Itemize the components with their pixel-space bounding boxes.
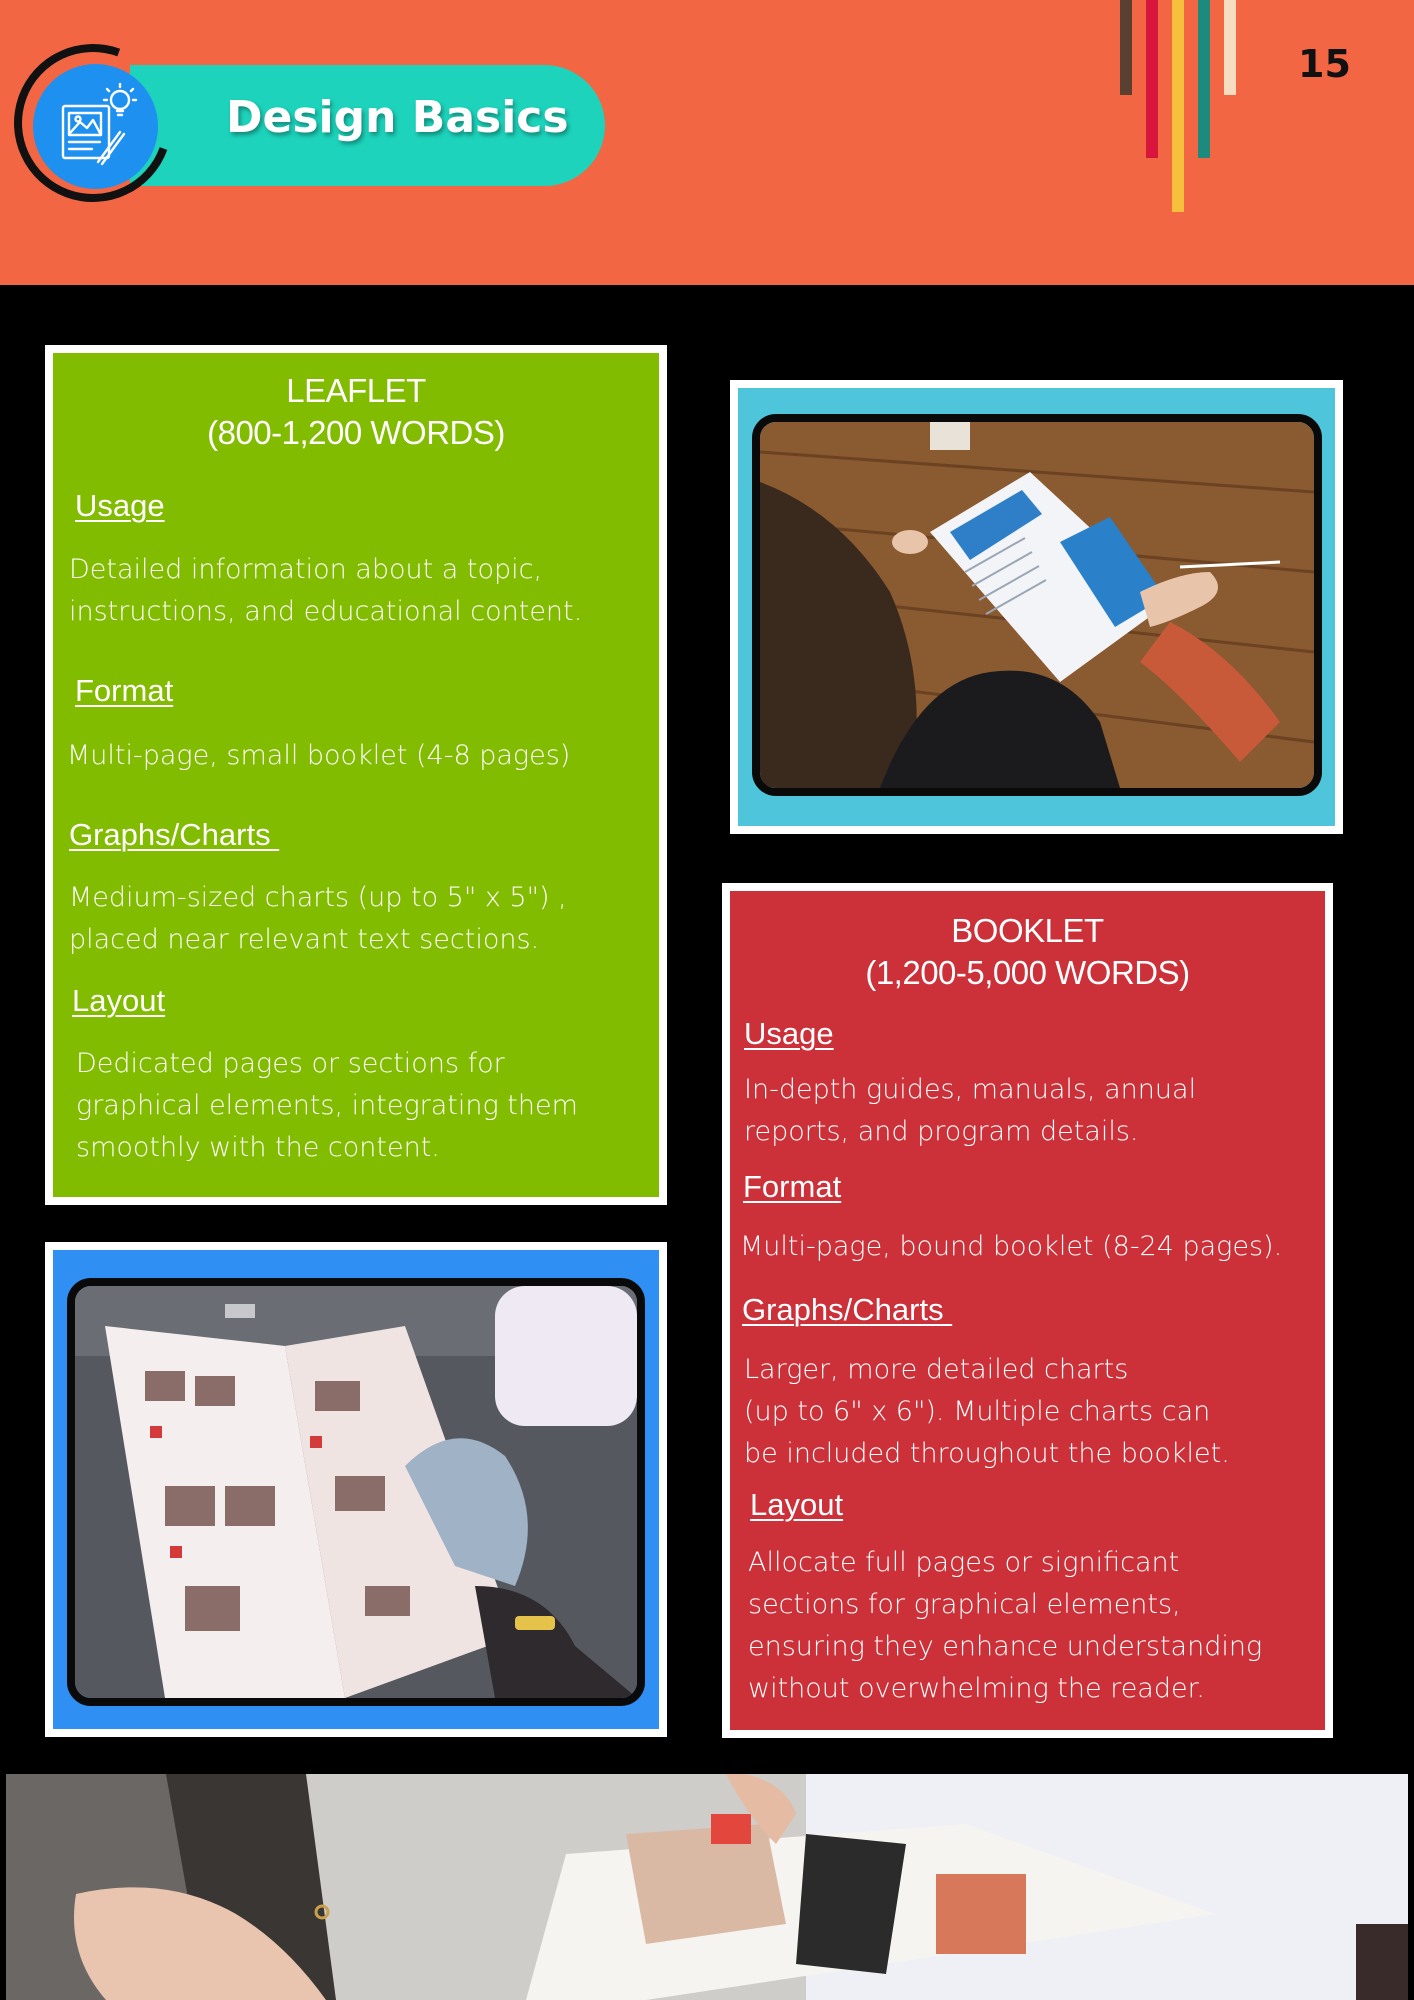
header-banner xyxy=(0,0,1414,285)
leaflet-title xyxy=(53,370,659,454)
booklet-usage-text: In-depth guides, manuals, annual reports, and program details. xyxy=(744,1074,1197,1147)
photo-frame-leaflet-reader xyxy=(730,380,1343,834)
booklet-format-heading: Format xyxy=(743,1169,842,1204)
photo-frame-booklet-reader xyxy=(45,1242,667,1737)
booklet-layout-text: Allocate full pages or significant sections for graphical elements, ensuring they enhance understanding without overwhelming the reader. xyxy=(748,1547,1263,1704)
leaflet-charts-text: Medium-sized charts (up to 5" x 5") , placed near relevant text sections. xyxy=(69,882,567,955)
leaflet-layout-heading: Layout xyxy=(72,983,166,1018)
hands-flipping-magazine-photo xyxy=(6,1774,1408,2000)
decor-stripe xyxy=(1224,0,1236,95)
booklet-title xyxy=(730,910,1325,994)
booklet-format-text: Multi-page, bound booklet (8-24 pages). xyxy=(740,1231,1283,1262)
decor-stripe xyxy=(1120,0,1132,95)
page-number: 15 xyxy=(1298,42,1351,86)
photo-illustration xyxy=(6,1774,1408,2000)
photo-illustration xyxy=(760,422,1314,788)
booklet-layout-heading: Layout xyxy=(750,1487,844,1522)
leaflet-usage-text: Detailed information about a topic, instructions, and educational content. xyxy=(69,554,583,627)
person-reading-booklet-on-plane-photo xyxy=(67,1278,645,1706)
leaflet-format-text: Multi-page, small booklet (4-8 pages) xyxy=(67,740,571,771)
photo-illustration xyxy=(75,1286,637,1698)
decor-stripe xyxy=(1198,0,1210,158)
leaflet-format-heading: Format xyxy=(75,673,174,708)
leaflet-charts-heading: Graphs/Charts xyxy=(69,817,280,852)
booklet-usage-heading: Usage xyxy=(744,1016,834,1051)
booklet-charts-text: Larger, more detailed charts (up to 6" x 6"). Multiple charts can be included throughout the booklet. xyxy=(744,1354,1230,1469)
design-document-lightbulb-icon xyxy=(58,82,138,168)
decor-stripe xyxy=(1146,0,1158,158)
booklet-card xyxy=(722,883,1333,1738)
page-title: Design Basics xyxy=(226,92,569,143)
booklet-charts-heading: Graphs/Charts xyxy=(742,1292,953,1327)
leaflet-title-line1: LEAFLET xyxy=(286,372,426,409)
leaflet-title-line2: (800-1,200 WORDS) xyxy=(207,414,505,451)
leaflet-layout-text: Dedicated pages or sections for graphical elements, integrating them smoothly with the content. xyxy=(76,1048,578,1163)
booklet-title-line2: (1,200-5,000 WORDS) xyxy=(865,954,1190,991)
booklet-title-line1: BOOKLET xyxy=(951,912,1104,949)
leaflet-card xyxy=(45,345,667,1205)
decor-stripe xyxy=(1172,0,1184,212)
leaflet-usage-heading: Usage xyxy=(75,488,165,523)
person-reading-leaflet-photo xyxy=(752,414,1322,796)
